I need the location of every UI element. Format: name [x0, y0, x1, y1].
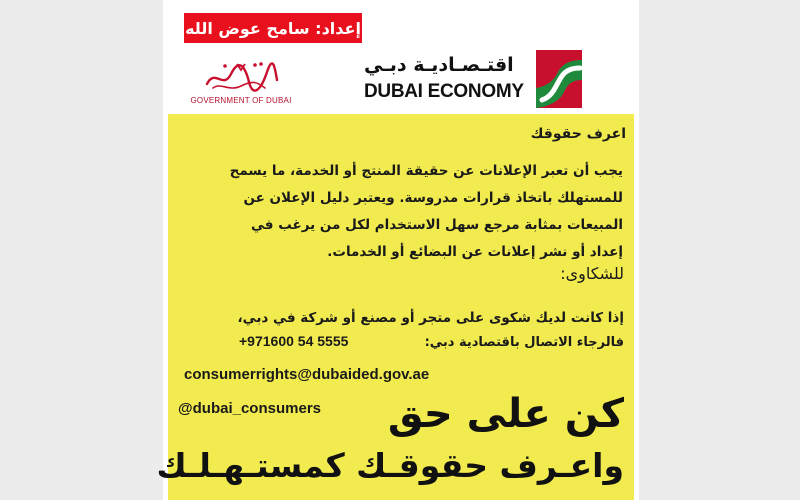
section-heading: اعرف حقوقك: [530, 126, 626, 142]
intro-paragraph: [230, 158, 623, 266]
author-label: إعداد: سامح عوض الله: [184, 13, 362, 43]
email-link[interactable]: consumerrights@dubaided.gov.ae: [184, 366, 430, 383]
paragraph-line: إعداد أو نشر إعلانات عن البضائع أو الخدمات.: [327, 244, 623, 260]
government-caption: GOVERNMENT OF DUBAI: [190, 96, 292, 105]
paragraph-line: المبيعات بمثابة مرجع سهل الاستخدام لكل من يرغب في: [251, 217, 623, 233]
paragraph-line: للمستهلك باتخاذ قرارات مدروسة. ويعتبر دليل الإعلان عن: [243, 190, 623, 206]
slogan-line-1: كن على حق: [387, 391, 624, 437]
dubai-economy-english: DUBAI ECONOMY: [364, 81, 524, 102]
dubai-economy-arabic: اقتـصـاديـة دبـي: [364, 54, 514, 76]
government-calligraphy-icon: [201, 60, 281, 94]
government-of-dubai-logo: [186, 60, 296, 112]
dubai-economy-logo: [364, 48, 589, 110]
dubai-economy-emblem-icon: [536, 50, 582, 108]
complaint-instruction: إذا كانت لديك شكوى على متجر أو مصنع أو شركة في دبي،: [237, 310, 624, 326]
complaints-label: للشكاوى:: [560, 264, 624, 283]
paragraph-line: يجب أن تعبر الإعلانات عن حقيقة المنتج أو الخدمة، ما يسمح: [229, 163, 623, 179]
phone-number[interactable]: +971600 54 5555: [239, 333, 349, 349]
social-handle[interactable]: @dubai_consumers: [178, 400, 321, 417]
slogan-line-2: واعـرف حقوقـك كمستـهـلـك: [156, 446, 624, 485]
contact-label: فالرجاء الاتصال باقتصادية دبي:: [424, 335, 624, 350]
